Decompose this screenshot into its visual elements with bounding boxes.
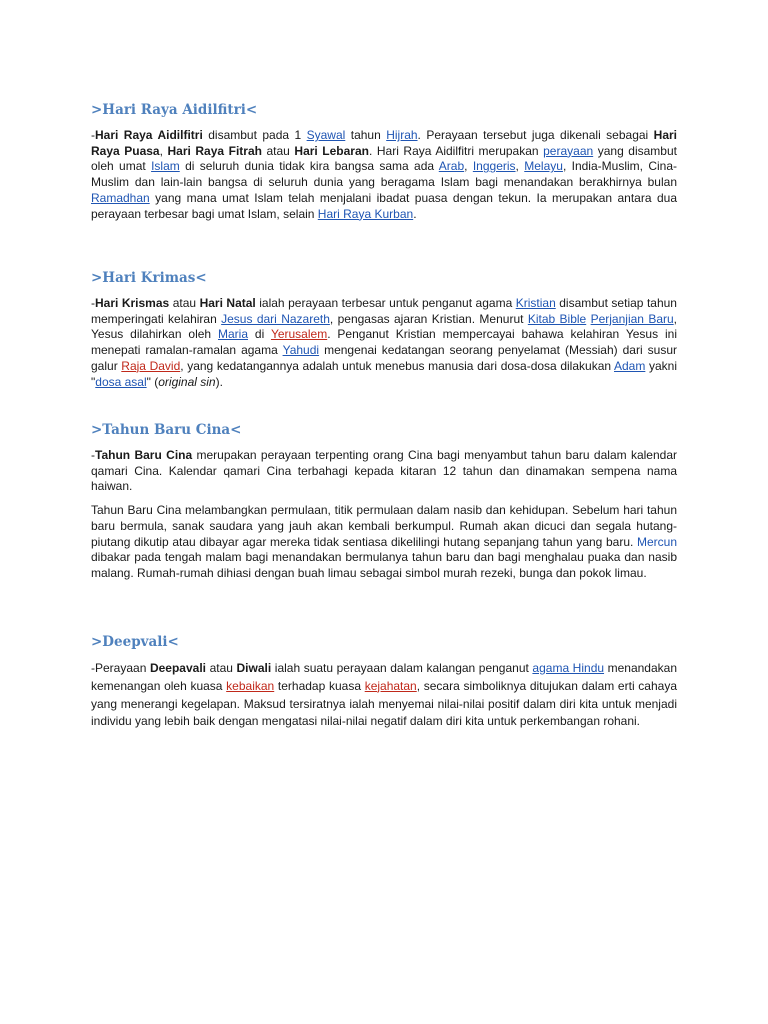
term-mercun: Mercun [636,534,677,549]
link-perjanjian-baru[interactable]: Perjanjian Baru [590,311,674,326]
paragraph [91,448,677,495]
text-run: atau [206,661,237,675]
link-jesus-dari-nazareth[interactable]: Jesus dari Nazareth [221,311,330,326]
link-kejahatan[interactable]: kejahatan [364,678,417,693]
section-heading: >Deepvali< [91,634,179,650]
bold-term: Hari Krismas [95,296,170,310]
link-melayu[interactable]: Melayu [524,159,563,174]
section-hari-raya-aidilfitri [91,100,677,222]
link-raja-david[interactable]: Raja David [121,358,181,373]
text-run: disambut setiap tahun memperingati kelahiran [91,296,677,326]
link-perayaan[interactable]: perayaan [543,143,594,158]
text-run: terhadap kuasa [274,678,365,693]
text-run: atau [261,143,295,158]
paragraph [91,296,677,390]
bold-term: Diwali [236,661,272,675]
text-run: . Perayaan tersebut juga dikenali sebagai [417,128,654,142]
section-deepavali [91,632,677,731]
text-run: , India-Muslim, Cina-Muslim dan lain-lain bangsa di seluruh dunia yang beragama Islam bagi menandakan berakhirnya bulan [91,159,678,190]
text-run: di seluruh dunia tidak kira bangsa sama ada [179,159,439,174]
text-run: merupakan perayaan terpenting orang Cina bagi menyambut tahun baru dalam kalendar qamari Cina. Kalendar qamari Cina terbahagi kepada kitaran 12 tahun dan dinamakan sempena nama haiwan. [91,448,677,494]
italic-term: original sin [158,374,216,389]
paragraph [91,128,677,222]
text-run: yakni " [91,358,677,389]
text-run: yang disambut oleh umat [91,143,677,174]
section-heading: >Hari Raya Aidilfitri< [91,102,258,118]
text-run: Tahun Baru Cina melambangkan permulaan, titik permulaan dalam nasib dan kehidupan. Sebelum hari tahun baru bermula, sanak saudara yang jauh akan kembali berkumpul. Rumah akan dicuci dan segala hutang-piutang dikutip atau dibayar agar mereka tidak sentiasa dikelilingi hutang sepanjang tahun yang baru. [91,503,677,549]
bold-term: Deepavali [149,661,206,675]
bold-term: Hari Raya Aidilfitri [95,128,203,142]
paragraph [91,503,677,582]
text-run: -Perayaan [91,661,150,675]
section-heading: >Tahun Baru Cina< [91,422,242,438]
link-ramadhan[interactable]: Ramadhan [91,190,150,205]
link-hijrah[interactable]: Hijrah [386,128,418,142]
link-hari-raya-kurban[interactable]: Hari Raya Kurban [317,206,414,221]
text-run: mengenai kedatangan seorang penyelamat (Messiah) dari susur galur [91,343,677,373]
text-run: , [159,143,168,158]
text-run: , pengasas ajaran Kristian. Menurut [329,311,528,326]
link-kebaikan[interactable]: kebaikan [226,678,275,693]
link-agama-hindu[interactable]: agama Hindu [532,661,605,675]
text-run: ialah suatu perayaan dalam kalangan penganut [271,661,533,675]
link-arab[interactable]: Arab [438,159,465,174]
link-dosa-asal[interactable]: dosa asal [95,374,147,389]
link-kitab-bible[interactable]: Kitab Bible [527,311,587,326]
text-run: , secara simboliknya ditujukan dalam erti cahaya yang menerangi kegelapan. Maksud tersiratnya ialah menyemai nilai-nilai positif dalam diri kita untuk menjadi individu yang lebih baik dengan mengatasi nilai-nilai negatif dalam diri kita untuk perkembangan rohani. [91,678,677,729]
link-maria[interactable]: Maria [218,327,249,342]
bold-term: Hari Natal [199,296,256,310]
section-heading: >Hari Krimas< [91,270,207,286]
bold-term: Hari Raya Fitrah [167,143,262,158]
link-yahudi[interactable]: Yahudi [282,343,320,358]
text-run: . Hari Raya Aidilfitri merupakan [368,143,544,158]
text-run: disambut pada 1 [202,128,307,142]
bold-term: Hari Raya Puasa [91,128,677,158]
section-tahun-baru-cina [91,420,677,582]
text-run: , [464,159,473,174]
link-syawal[interactable]: Syawal [306,128,346,142]
text-run: " ( [146,374,159,389]
section-hari-krismas [91,268,677,390]
text-run: dibakar pada tengah malam bagi menandakan bermulanya tahun baru dan bagi menghalau puaka dan nasib malang. Rumah-rumah dihiasi dengan buah limau sebagai simbol murah rezeki, bunga dan pokok limau. [91,550,677,580]
text-run: - [91,128,95,142]
bold-term: Tahun Baru Cina [95,448,193,462]
text-run: tahun [345,128,387,142]
text-run: atau [169,296,200,310]
link-adam[interactable]: Adam [614,358,646,373]
bold-term: Hari Lebaran [294,143,369,158]
text-run: ialah perayaan terbesar untuk penganut agama [255,296,516,310]
link-inggeris[interactable]: Inggeris [472,159,516,174]
text-run: , [515,159,525,174]
text-run: menandakan kemenangan oleh kuasa [91,661,678,693]
text-run: . [413,206,417,221]
text-run: - [91,448,95,462]
link-islam[interactable]: Islam [151,159,180,174]
text-run: - [91,296,95,310]
link-kristian[interactable]: Kristian [515,296,556,310]
link-yerusalem[interactable]: Yerusalem [270,327,328,342]
text-run: ). [215,374,223,389]
paragraph [91,660,677,731]
text-run: di [248,327,271,342]
text-run: yang mana umat Islam telah menjalani ibadat puasa dengan tekun. Ia merupakan antara dua perayaan terbesar bagi umat Islam, selain [91,190,677,221]
text-run: , yang kedatangannya adalah untuk menebus manusia dari dosa-dosa dilakukan [180,358,614,373]
text-run: . Penganut Kristian mempercayai bahawa kelahiran Yesus ini menepati ramalan-ramalan agama [91,327,677,358]
text-run: , Yesus dilahirkan oleh [91,311,678,342]
